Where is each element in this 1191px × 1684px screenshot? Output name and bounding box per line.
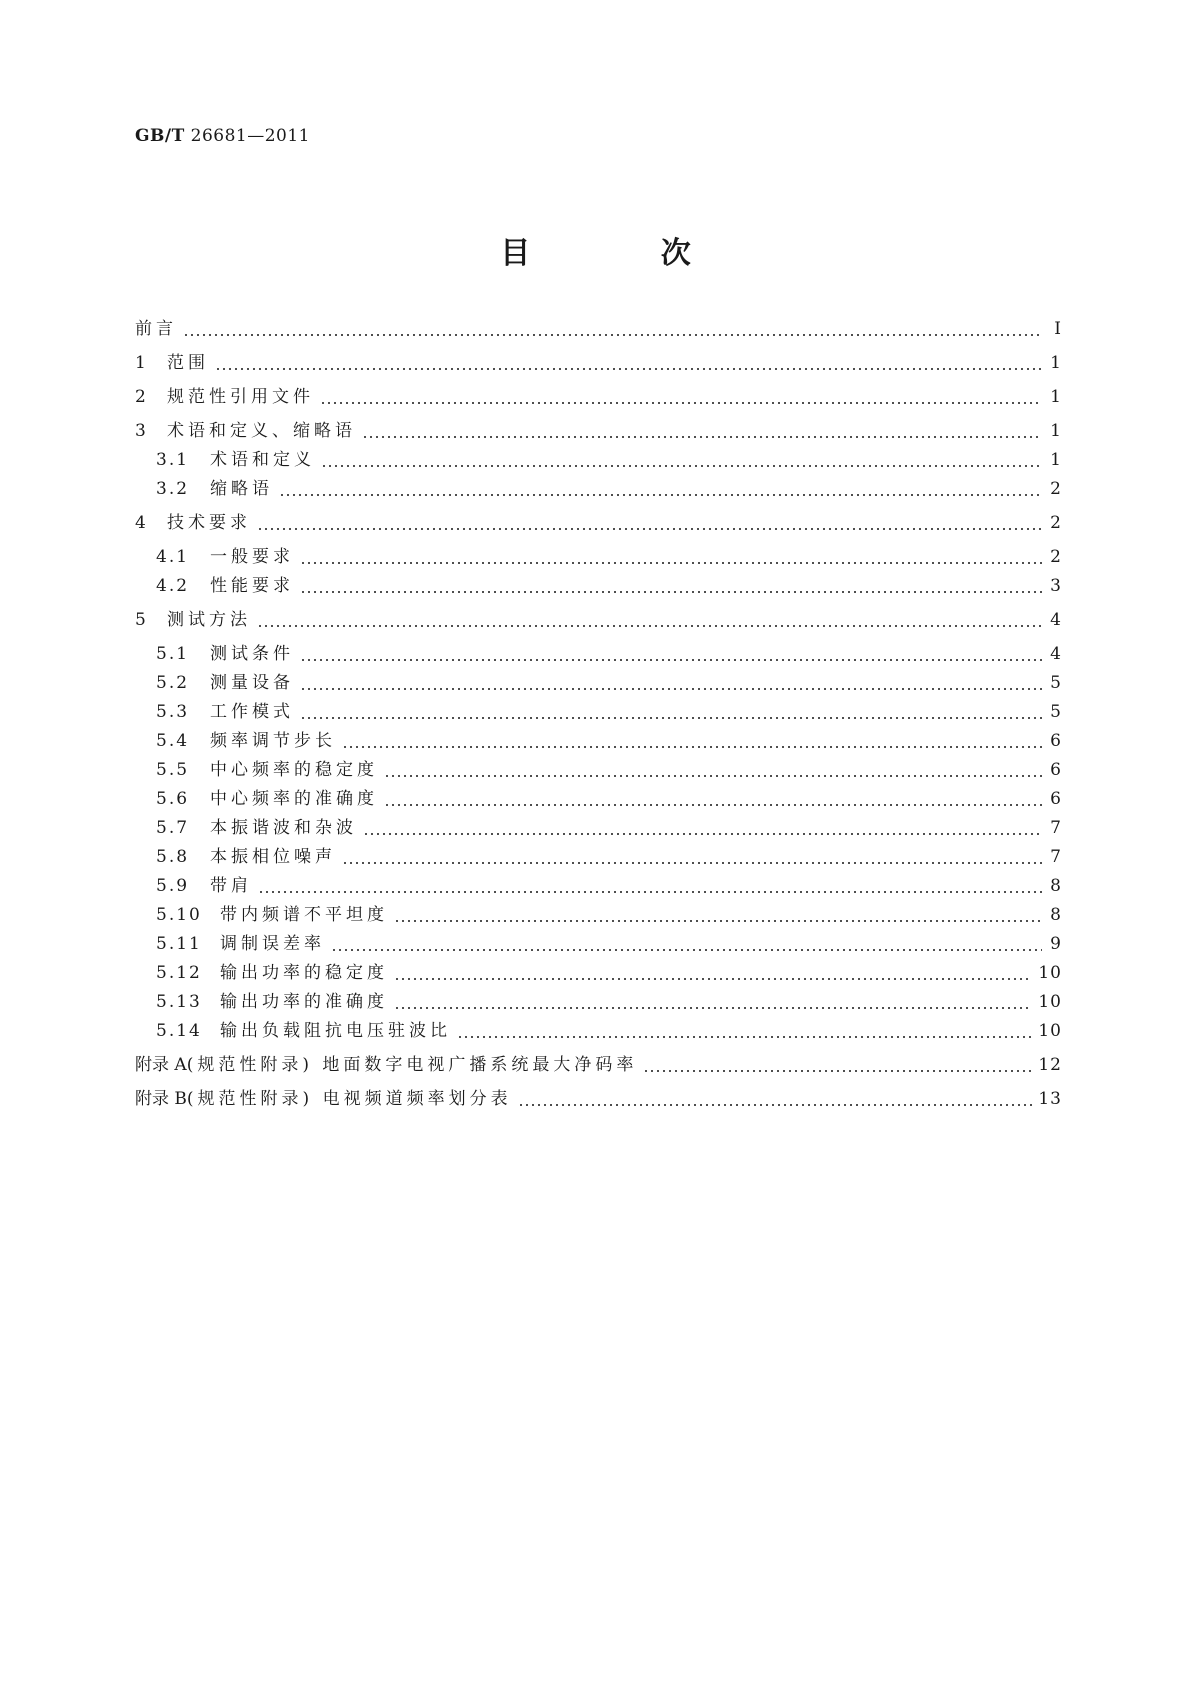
toc-page: 6: [1050, 731, 1062, 751]
toc-label: 性能要求: [210, 576, 294, 596]
toc-entry-preface[interactable]: [135, 317, 1062, 341]
toc-leader: [363, 816, 1042, 840]
toc-entry-2[interactable]: [135, 385, 1062, 409]
toc-entry-3-2[interactable]: [156, 477, 1062, 501]
toc-leader: [215, 351, 1042, 375]
toc-label: 缩略语: [210, 479, 273, 499]
toc-entry-5-7[interactable]: [156, 816, 1062, 840]
toc-leader: [183, 317, 1042, 341]
toc-page: 4: [1050, 644, 1062, 664]
toc-entry-5[interactable]: [135, 608, 1062, 632]
toc-page: 8: [1050, 905, 1062, 925]
toc-page: 3: [1050, 576, 1062, 596]
toc-label: 一般要求: [210, 547, 294, 567]
toc-page: 10: [1038, 963, 1062, 983]
toc-label: (规范性附录) 地面数字电视广播系统最大净码率: [186, 1055, 638, 1075]
toc-number: 5.5: [156, 760, 190, 780]
toc-entry-5-13[interactable]: [156, 990, 1062, 1014]
toc-leader: [362, 419, 1042, 443]
toc-label: 输出功率的稳定度: [220, 963, 388, 983]
toc-label: 范围: [167, 353, 209, 373]
toc-leader: [518, 1087, 1033, 1111]
toc-label: 频率调节步长: [210, 731, 336, 751]
toc-number: 5.12: [156, 963, 202, 983]
toc-number: 5.14: [156, 1021, 202, 1041]
toc-number: 5.10: [156, 905, 202, 925]
toc-entry-5-14[interactable]: [156, 1019, 1062, 1043]
toc-label: 技术要求: [167, 513, 251, 533]
toc-page: 4: [1050, 610, 1062, 630]
toc-leader: [258, 874, 1042, 898]
toc-entry-3-1[interactable]: [156, 448, 1062, 472]
toc-label: 测试方法: [167, 610, 251, 630]
toc-page: 1: [1050, 450, 1062, 470]
toc-label: 术语和定义: [210, 450, 315, 470]
toc-page: 1: [1050, 421, 1062, 441]
toc-label: 本振相位噪声: [210, 847, 336, 867]
toc-label: 测量设备: [210, 673, 294, 693]
toc-label: 本振谐波和杂波: [210, 818, 357, 838]
toc-number: 5.4: [156, 731, 190, 751]
standard-prefix: GB/T: [135, 126, 185, 146]
toc-entry-5-9[interactable]: [156, 874, 1062, 898]
toc-label: 术语和定义、缩略语: [167, 421, 356, 441]
toc-number: 5.9: [156, 876, 190, 896]
toc-entry-appendix-a[interactable]: [135, 1053, 1062, 1077]
toc-leader: [394, 903, 1042, 927]
toc-page: 10: [1038, 1021, 1062, 1041]
toc-entry-4[interactable]: [135, 511, 1062, 535]
toc-number: 5.7: [156, 818, 190, 838]
toc-page: 10: [1038, 992, 1062, 1012]
toc-label: 规范性引用文件: [167, 387, 314, 407]
toc-leader: [394, 961, 1032, 985]
toc-leader: [300, 642, 1042, 666]
toc-label: 输出功率的准确度: [220, 992, 388, 1012]
standard-code: 26681—2011: [190, 126, 310, 146]
toc-leader: [384, 787, 1042, 811]
toc-page: Ⅰ: [1054, 319, 1062, 339]
toc-number: 4.2: [156, 576, 190, 596]
toc-entry-5-11[interactable]: [156, 932, 1062, 956]
page-title: 目 次: [500, 236, 751, 271]
toc-leader: [257, 511, 1042, 535]
toc-number: 5.13: [156, 992, 202, 1012]
toc-page: 13: [1038, 1089, 1062, 1109]
toc-leader: [279, 477, 1042, 501]
toc-leader: [300, 574, 1042, 598]
toc-entry-5-4[interactable]: [156, 729, 1062, 753]
toc-entry-5-2[interactable]: [156, 671, 1062, 695]
toc-entry-5-8[interactable]: [156, 845, 1062, 869]
toc-number: 4.1: [156, 547, 190, 567]
toc-number: 5: [135, 610, 148, 630]
toc-entry-5-5[interactable]: [156, 758, 1062, 782]
toc-entry-3[interactable]: [135, 419, 1062, 443]
toc-number: 1: [135, 353, 148, 373]
toc-leader: [257, 608, 1042, 632]
toc-label: 调制误差率: [220, 934, 325, 954]
toc-label: 输出负载阻抗电压驻波比: [220, 1021, 451, 1041]
toc-label: 前言: [135, 319, 177, 339]
toc-leader: [321, 448, 1042, 472]
toc-page: 1: [1050, 353, 1062, 373]
toc-leader: [300, 671, 1042, 695]
toc-number: 5.2: [156, 673, 190, 693]
toc-page: 8: [1050, 876, 1062, 896]
toc-number: 5.1: [156, 644, 190, 664]
toc-label: 测试条件: [210, 644, 294, 664]
toc-number: 5.8: [156, 847, 190, 867]
toc-label: 中心频率的稳定度: [210, 760, 378, 780]
toc-number: 附录 A: [135, 1055, 187, 1075]
toc-entry-4-1[interactable]: [156, 545, 1062, 569]
toc-label: (规范性附录) 电视频道频率划分表: [186, 1089, 512, 1109]
toc-page: 5: [1050, 673, 1062, 693]
standard-number: [135, 126, 310, 146]
toc-entry-5-3[interactable]: [156, 700, 1062, 724]
toc-page: 7: [1050, 847, 1062, 867]
toc-entry-4-2[interactable]: [156, 574, 1062, 598]
toc-leader: [320, 385, 1042, 409]
toc-entry-5-10[interactable]: [156, 903, 1062, 927]
toc-number: 3.1: [156, 450, 190, 470]
toc-entry-5-1[interactable]: [156, 642, 1062, 666]
toc-number: 2: [135, 387, 148, 407]
toc-leader: [331, 932, 1042, 956]
toc-page: 1: [1050, 387, 1062, 407]
toc-label: 带肩: [210, 876, 252, 896]
toc-entry-appendix-b[interactable]: [135, 1087, 1062, 1111]
toc-number: 5.11: [156, 934, 202, 954]
toc-leader: [342, 729, 1042, 753]
toc-number: 3.2: [156, 479, 190, 499]
toc-leader: [300, 700, 1042, 724]
toc-number: 附录 B: [135, 1089, 187, 1109]
toc-label: 中心频率的准确度: [210, 789, 378, 809]
toc-leader: [643, 1053, 1032, 1077]
toc-number: 5.3: [156, 702, 190, 722]
toc-entry-5-6[interactable]: [156, 787, 1062, 811]
toc-page: 9: [1050, 934, 1062, 954]
toc-leader: [342, 845, 1042, 869]
toc-entry-5-12[interactable]: [156, 961, 1062, 985]
toc-page: 2: [1050, 547, 1062, 567]
toc-page: 2: [1050, 479, 1062, 499]
toc-label: 工作模式: [210, 702, 294, 722]
toc-number: 5.6: [156, 789, 190, 809]
toc-label: 带内频谱不平坦度: [220, 905, 388, 925]
toc-page: 7: [1050, 818, 1062, 838]
toc-leader: [394, 990, 1032, 1014]
toc-page: 12: [1038, 1055, 1062, 1075]
toc-leader: [384, 758, 1042, 782]
toc-page: 2: [1050, 513, 1062, 533]
toc-number: 3: [135, 421, 148, 441]
toc-number: 4: [135, 513, 148, 533]
toc-leader: [300, 545, 1042, 569]
toc-page: 6: [1050, 760, 1062, 780]
toc-page: 6: [1050, 789, 1062, 809]
toc-leader: [457, 1019, 1032, 1043]
toc-page: 5: [1050, 702, 1062, 722]
toc-entry-1[interactable]: [135, 351, 1062, 375]
